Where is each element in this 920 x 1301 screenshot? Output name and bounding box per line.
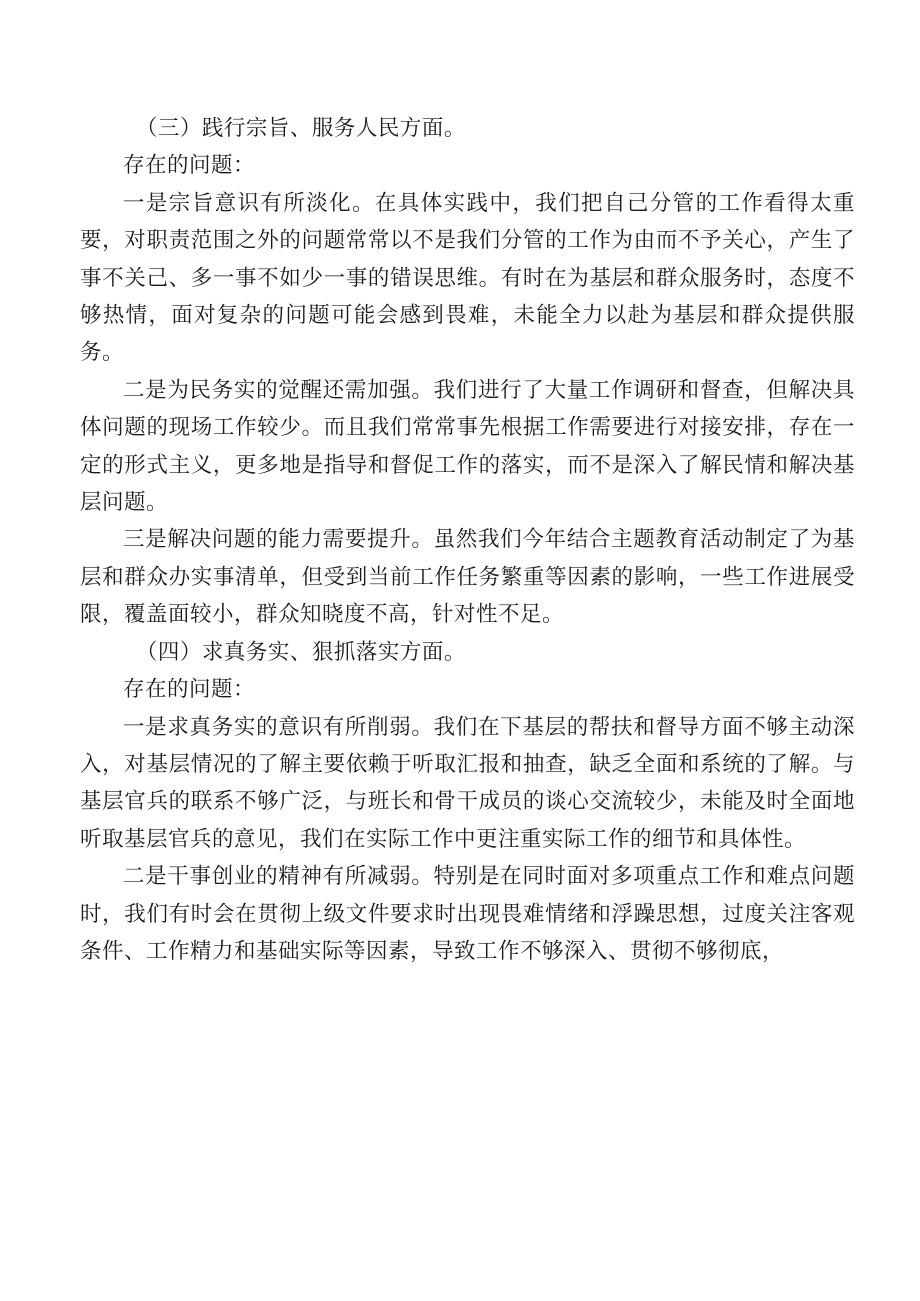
section-heading-three: （三）践行宗旨、服务人民方面。 [135, 116, 466, 141]
body-paragraph: 一是求真务实的意识有所削弱。我们在下基层的帮扶和督导方面不够主动深入，对基层情况的了解主要依赖于听取汇报和抽查，缺乏全面和系统的了解。与基层官兵的联系不够广泛，与班长和骨干成员的谈心交流较少，未能及时全面地听取基层官兵的意见，我们在实际工作中更注重实际工作的细节和具体性。 [80, 714, 855, 852]
problems-label: 存在的问题： [123, 677, 256, 703]
body-paragraph: 一是宗旨意识有所淡化。在具体实践中，我们把自己分管的工作看得太重要，对职责范围之外的问题常常以不是我们分管的工作为由而不予关心，产生了事不关己、多一事不如少一事的错误思维。有时在为基层和群众服务时，态度不够热情，面对复杂的问题可能会感到畏难，未能全力以赴为基层和群众提供服务。 [80, 190, 855, 366]
document-body [80, 110, 855, 970]
problems-label: 存在的问题： [123, 153, 256, 179]
body-paragraph: 二是为民务实的觉醒还需加强。我们进行了大量工作调研和督查，但解决具体问题的现场工作较少。而且我们常常事先根据工作需要进行对接安排，存在一定的形式主义，更多地是指导和督促工作的落实，而不是深入了解民情和解决基层问题。 [80, 377, 855, 516]
section-heading-four: （四）求真务实、狠抓落实方面。 [135, 639, 466, 665]
body-paragraph: 三是解决问题的能力需要提升。虽然我们今年结合主题教育活动制定了为基层和群众办实事清单，但受到当前工作任务繁重等因素的影响，一些工作进展受限，覆盖面较小，群众知晓度不高，针对性不足。 [80, 527, 855, 628]
body-paragraph: 二是干事创业的精神有所减弱。特别是在同时面对多项重点工作和难点问题时，我们有时会在贯彻上级文件要求时出现畏难情绪和浮躁思想，过度关注客观条件、工作精力和基础实际等因素，导致工作不够深入、贯彻不够彻底， [80, 864, 855, 964]
